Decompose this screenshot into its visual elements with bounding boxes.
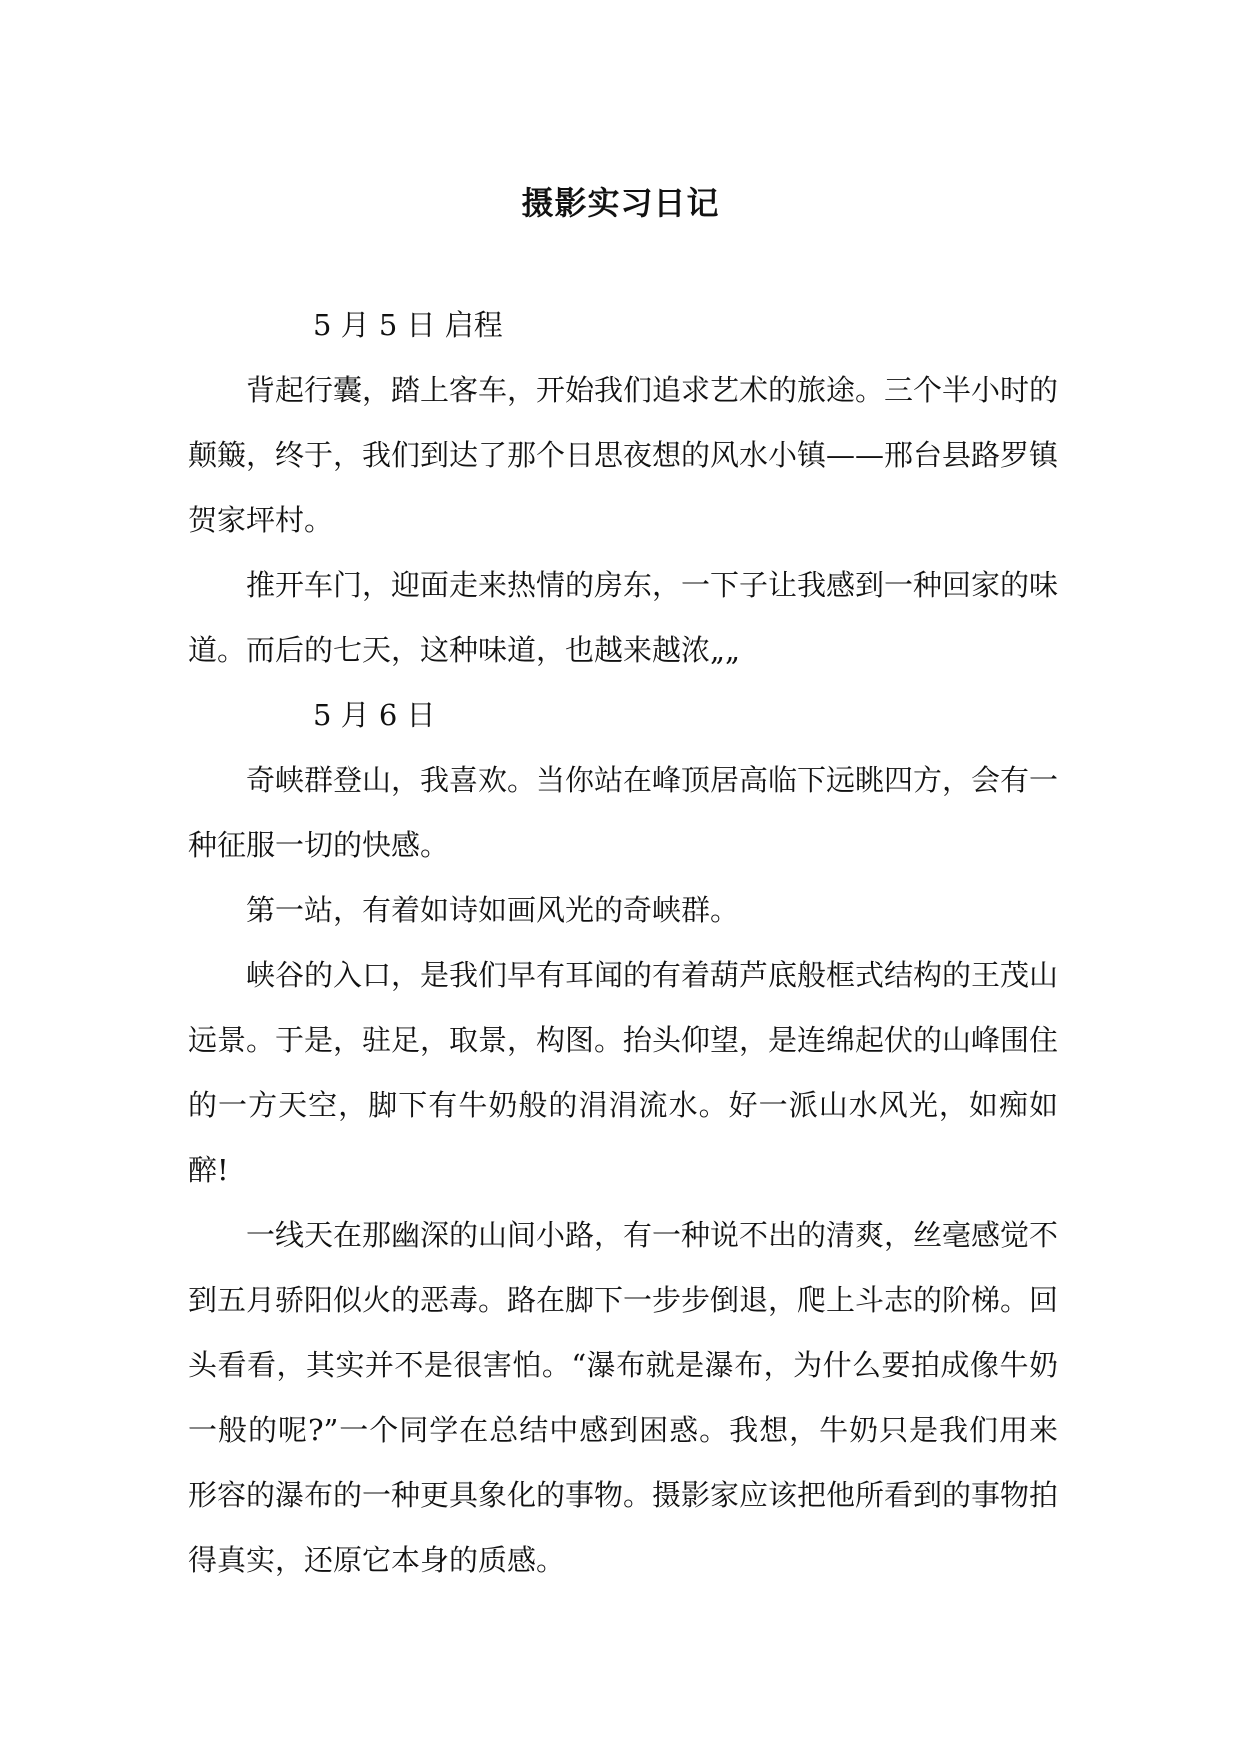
paragraph: 峡谷的入口，是我们早有耳闻的有着葫芦底般框式结构的王茂山远景。于是，驻足，取景，构图。抬头仰望，是连绵起伏的山峰围住的一方天空，脚下有牛奶般的涓涓流水。好一派山水风光，如痴如醉! <box>188 958 1059 1187</box>
paragraph: 一线天在那幽深的山间小路，有一种说不出的清爽，丝毫感觉不到五月骄阳似火的恶毒。路在脚下一步步倒退，爬上斗志的阶梯。回头看看，其实并不是很害怕。“瀑布就是瀑布，为什么要拍成像牛奶一般的呢?”一个同学在总结中感到困惑。我想，牛奶只是我们用来形容的瀑布的一种更具象化的事物。摄影家应该把他所看到的事物拍得真实，还原它本身的质感。 <box>188 1218 1059 1577</box>
paragraph: 推开车门，迎面走来热情的房东，一下子让我感到一种回家的味道。而后的七天，这种味道，也越来越浓„„ <box>188 568 1059 667</box>
paragraph: 奇峡群登山，我喜欢。当你站在峰顶居高临下远眺四方，会有一种征服一切的快感。 <box>188 763 1059 862</box>
paragraph: 第一站，有着如诗如画风光的奇峡群。 <box>246 893 740 927</box>
document-body <box>188 293 1058 1593</box>
diary-date: 5 月 5 日 启程 <box>313 308 503 342</box>
paragraph: 背起行囊，踏上客车，开始我们追求艺术的旅途。三个半小时的颠簸，终于，我们到达了那个日思夜想的风水小镇——邢台县路罗镇贺家坪村。 <box>188 373 1059 537</box>
document-title: 摄影实习日记 <box>521 184 720 223</box>
diary-date: 5 月 6 日 <box>313 698 436 732</box>
